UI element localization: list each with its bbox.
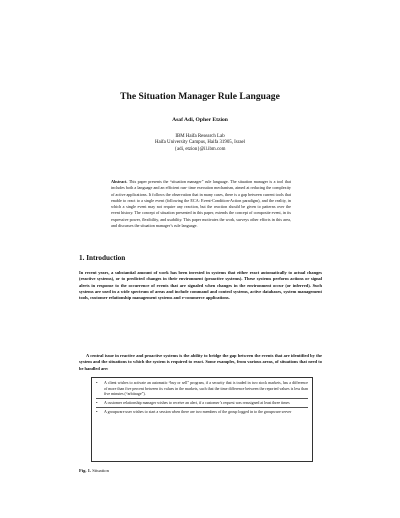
affiliation-email: {adi, etzion}@il.ibm.com xyxy=(174,146,226,152)
figure-list-item xyxy=(96,400,308,406)
figure-caption-text: Situation xyxy=(92,468,109,473)
figure-caption-label: Fig. 1. xyxy=(79,468,92,473)
figure-list-item-text: A client wishes to activate an automatic “buy or sell” program, if a security that is traded in two stock markets, has a difference of more than five percent between its values in the markets, such that the time difference between the reported values is less than five minutes (“arbitrage”). xyxy=(104,380,308,397)
bullet-icon: • xyxy=(96,400,98,406)
figure-separator xyxy=(96,398,308,399)
figure-list-item-text: A groupware user wishes to start a session when there are two members of the group logged in to the groupware server xyxy=(104,408,292,414)
abstract-label: Abstract. xyxy=(111,179,128,184)
figure-box xyxy=(91,377,313,462)
introduction-paragraph-1: In recent years, a substantial amount of work has been invested in systems that either react automatically to actual changes (reactive systems), or to predicted changes in their environment (proactive systems). These systems perform actions or signal alerts in response to the occurrence of events that are signaled when changes in the environment occur (or inferred). Such systems are used in a wide spectrum of areas and include command and control systems, active databases, system management tools, customer relationship management systems and e-commerce applications. xyxy=(79,270,322,301)
affiliation-address: Haifa University Campus, Haifa 31905, Israel xyxy=(154,140,246,146)
affiliation-block xyxy=(0,134,400,153)
introduction-paragraph-2: A central issue in reactive and proactive systems is the ability to bridge the gap between the events that are identified by the system and the situations to which the system is required to react. Some examples, from various areas, of situations that need to be handled are: xyxy=(79,353,322,371)
affiliation-lab: IBM Haifa Research Lab xyxy=(175,134,225,139)
section-heading: 1. Introduction xyxy=(79,254,126,262)
figure-list-item xyxy=(96,409,308,415)
bullet-icon: • xyxy=(96,408,98,414)
bullet-icon: • xyxy=(96,380,98,385)
figure-list-item-text: A customer relationship manager wishes to receive an alert, if a customer’s request was reassigned at least three times xyxy=(104,400,290,406)
abstract-text: This paper presents the “situation manager” rule language. The situation manager is a tool that includes both a language and an efficient run- time execution mechanism, aimed at reducing the complexity of active applications. It follows the observation that in many cases, there is a gap between current tools that enable to react to a single event (following the ECA: Event-Condition-Action paradigm), and the reality, in which a single event may not require any reaction, but the reaction should be given to patterns over the event history. The concept of situation presented in this paper, extends the concept of composite event, in its expressive power, flexibility, and usability. This paper motivates the work, surveys other efforts in this area, and discusses the situation manager’s rule language. xyxy=(111,179,291,228)
figure-separator xyxy=(96,407,308,408)
paper-title: The Situation Manager Rule Language xyxy=(120,91,280,102)
figure-caption xyxy=(79,468,109,473)
figure-list-item xyxy=(96,380,308,397)
paper-authors: Asaf Adi, Opher Etzion xyxy=(172,117,228,123)
abstract xyxy=(111,179,291,229)
